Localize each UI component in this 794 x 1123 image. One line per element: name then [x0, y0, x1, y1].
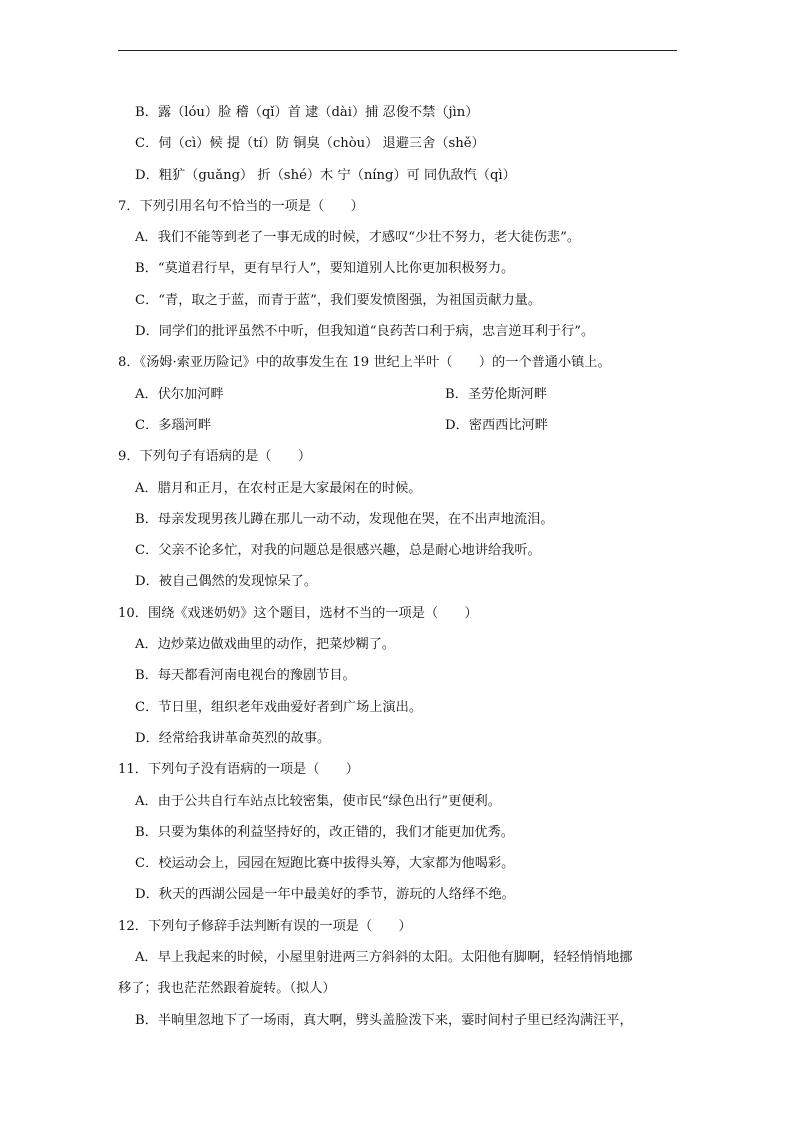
q10-stem: 10．围绕《戏迷奶奶》这个题目，选材不当的一项是（ ）: [118, 605, 478, 621]
q8-option-c: C．多瑙河畔: [135, 417, 212, 433]
q8-option-a: A．伏尔加河畔: [135, 386, 224, 402]
q9-stem: 9．下列句子有语病的是（ ）: [118, 449, 312, 465]
q11-option-b: B．只要为集体的利益坚持好的，改正错的，我们才能更加优秀。: [135, 824, 514, 840]
q9-option-c: C．父亲不论多忙，对我的问题总是很感兴趣，总是耐心地讲给我听。: [135, 543, 541, 559]
q10-option-d: D．经常给我讲革命英烈的故事。: [135, 730, 331, 746]
q6-option-b: B．露（lóu）脸 稽（qǐ）首 逮（dài）捕 忍俊不禁（jìn）: [135, 105, 479, 120]
q6-option-d: D．粗犷（guǎng） 折（shé）木 宁（níng）可 同仇敌忾（qì）: [135, 167, 516, 183]
q11-stem: 11．下列句子没有语病的一项是（ ）: [118, 762, 359, 778]
q7-option-c: C．“青，取之于蓝，而青于蓝”，我们要发愤图强，为祖国贡献力量。: [135, 292, 542, 308]
q9-option-d: D．被自己偶然的发现惊呆了。: [135, 574, 318, 590]
q9-option-a: A．腊月和正月，在农村正是大家最闲在的时候。: [135, 480, 422, 496]
q7-option-b: B．“莫道君行早，更有早行人”，要知道别人比你更加积极努力。: [135, 261, 515, 277]
header-rule: [118, 50, 677, 51]
exam-page-content: [118, 97, 678, 1036]
q8-stem: 8．《汤姆·索亚历险记》中的故事发生在 19 世纪上半叶（ ）的一个普通小镇上。: [118, 355, 611, 371]
q9-option-b: B．母亲发现男孩儿蹲在那儿一动不动，发现他在哭，在不出声地流泪。: [135, 511, 554, 527]
q8-options-row-1: [118, 379, 678, 410]
q12-stem: 12．下列句子修辞手法判断有误的一项是（ ）: [118, 918, 412, 934]
q12-option-b-line-1: B．半晌里忽地下了一场雨，真大啊，劈头盖脸泼下来，霎时间村子里已经沟满汪平，: [135, 1012, 633, 1028]
q8-option-b: B．圣劳伦斯河畔: [445, 386, 548, 402]
q7-option-a: A．我们不能等到老了一事无成的时候，才感叹“少壮不努力，老大徒伤悲”。: [135, 230, 581, 246]
q6-option-c: C．伺（cì）候 提（tí）防 铜臭（chòu） 退避三舍（shě）: [135, 136, 485, 152]
q8-option-d: D．密西西比河畔: [445, 417, 548, 433]
q12-option-a-line-2: 移了；我也茫茫然跟着旋转。（拟人）: [118, 981, 336, 997]
q11-option-d: D．秋天的西湖公园是一年中最美好的季节，游玩的人络绎不绝。: [135, 887, 515, 903]
q11-option-a: A．由于公共自行车站点比较密集，使市民“绿色出行”更便利。: [135, 793, 501, 809]
q10-option-c: C．节日里，组织老年戏曲爱好者到广场上演出。: [135, 699, 423, 715]
q11-option-c: C．校运动会上，园园在短跑比赛中拔得头筹，大家都为他喝彩。: [135, 856, 515, 872]
q10-option-b: B．每天都看河南电视台的豫剧节目。: [135, 668, 356, 684]
q7-stem: 7．下列引用名句不恰当的一项是（ ）: [118, 198, 364, 214]
q12-option-a-line-1: A．早上我起来的时候，小屋里射进两三方斜斜的太阳。太阳他有脚啊，轻轻悄悄地挪: [135, 950, 633, 966]
q8-options-row-2: [118, 410, 678, 441]
q10-option-a: A．边炒菜边做戏曲里的动作，把菜炒糊了。: [135, 637, 396, 653]
q7-option-d: D．同学们的批评虽然不中听，但我知道“良药苦口利于病，忠言逆耳利于行”。: [135, 324, 595, 340]
